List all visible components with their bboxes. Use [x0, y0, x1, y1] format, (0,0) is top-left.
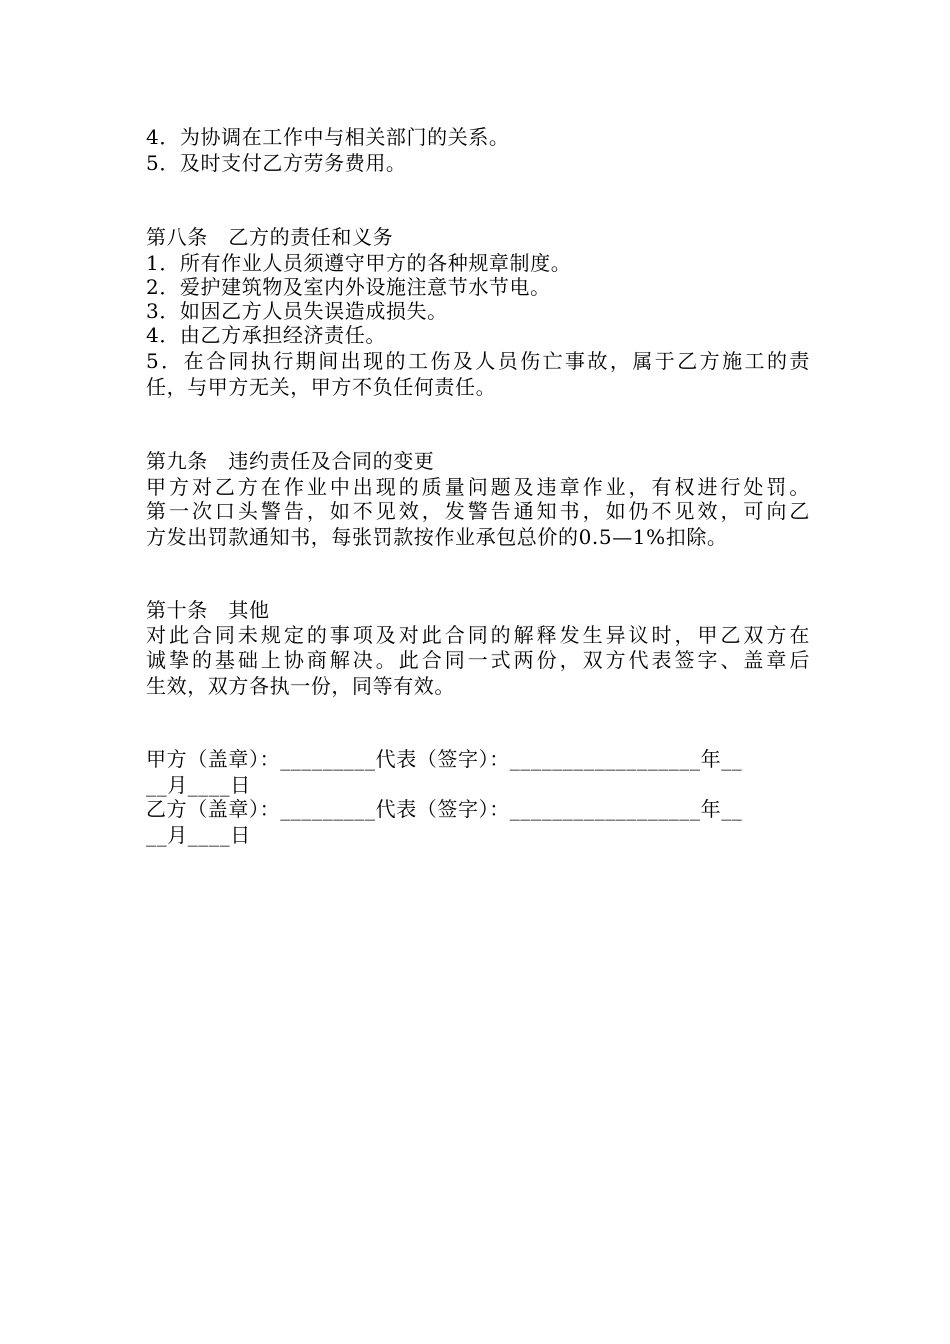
paragraph-line: 4．由乙方承担经济责任。: [146, 323, 386, 347]
paragraph-line: 诚挚的基础上协商解决。此合同一式两份，双方代表签字、盖章后: [146, 648, 810, 672]
paragraph-line: 甲方对乙方在作业中出现的质量问题及违章作业，有权进行处罚。: [146, 475, 810, 499]
signature-line-party-a: 甲方（盖章）：_________代表（签字）：__________________年__: [146, 747, 743, 771]
paragraph-line: 5．及时支付乙方劳务费用。: [146, 151, 407, 175]
paragraph-line: 4．为协调在工作中与相关部门的关系。: [146, 125, 510, 149]
paragraph-line: 5．在合同执行期间出现的工伤及人员伤亡事故，属于乙方施工的责: [146, 349, 810, 373]
section-heading: 第八条 乙方的责任和义务: [146, 225, 394, 249]
paragraph-line: 第一次口头警告，如不见效，发警告通知书，如仍不见效，可向乙: [146, 499, 810, 523]
paragraph-line: 任，与甲方无关，甲方不负任何责任。: [146, 375, 497, 399]
paragraph-line: 生效，双方各执一份，同等有效。: [146, 674, 455, 698]
signature-date-party-b: __月____日: [146, 823, 251, 847]
paragraph-line: 1．所有作业人员须遵守甲方的各种规章制度。: [146, 251, 572, 275]
paragraph-line: 3．如因乙方人员失误造成损失。: [146, 299, 448, 323]
signature-line-party-b: 乙方（盖章）：_________代表（签字）：__________________年__: [146, 797, 743, 821]
section-heading: 第十条 其他: [146, 598, 270, 622]
signature-date-party-a: __月____日: [146, 773, 251, 797]
section-heading: 第九条 违约责任及合同的变更: [146, 449, 435, 473]
paragraph-line: 方发出罚款通知书，每张罚款按作业承包总价的0.5—1%扣除。: [146, 525, 728, 549]
paragraph-line: 2．爱护建筑物及室内外设施注意节水节电。: [146, 275, 551, 299]
paragraph-line: 对此合同未规定的事项及对此合同的解释发生异议时，甲乙双方在: [146, 623, 810, 647]
